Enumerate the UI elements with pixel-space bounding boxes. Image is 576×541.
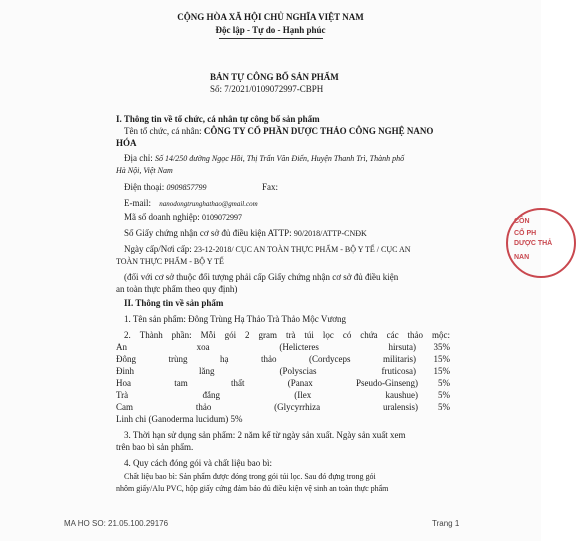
ingredient-percent: 35% bbox=[433, 342, 450, 352]
cert-value: 90/2018/ATTP-CNĐK bbox=[293, 229, 367, 238]
section-2-heading: II. Thông tin về sản phẩm bbox=[124, 298, 224, 308]
ingredient-percent: 15% bbox=[433, 354, 450, 364]
org-label: Tên tổ chức, cá nhân: bbox=[124, 126, 202, 136]
ingredient-percent: 15% bbox=[433, 366, 450, 376]
issue-value: 23-12-2018/ CỤC AN TOÀN THỰC PHẨM - BỘ Y TẾ / CỤC AN bbox=[193, 245, 411, 254]
document-title: BẢN TỰ CÔNG BỐ SẢN PHẨM bbox=[210, 72, 339, 82]
tax-line bbox=[124, 212, 242, 222]
issue-line bbox=[124, 244, 411, 254]
product-name: 1. Tên sản phẩm: Đông Trùng Hạ Thảo Trà Thảo Mộc Vương bbox=[124, 314, 346, 324]
tax-label: Mã số doanh nghiệp: bbox=[124, 212, 200, 222]
packaging-heading: 4. Quy cách đóng gói và chất liệu bao bì: bbox=[124, 458, 272, 468]
address-value: Số 14/250 đường Ngọc Hồi, Thị Trấn Văn Điển, Huyện Thanh Trì, Thành phố bbox=[155, 154, 405, 163]
org-name: CÔNG TY CỔ PHẦN DƯỢC THẢO CÔNG NGHỆ NANO bbox=[203, 126, 434, 136]
ingredient-percent: 5% bbox=[438, 378, 450, 388]
email-label: E-mail: bbox=[124, 198, 151, 208]
section-1-heading: I. Thông tin về tổ chức, cá nhân tự công bố sản phẩm bbox=[116, 114, 320, 124]
ingredient-row: Đông trùng hạ thảo (Cordyceps militaris) 15% bbox=[116, 354, 450, 364]
motto-underline bbox=[219, 38, 323, 39]
address-line bbox=[124, 153, 404, 163]
org-line bbox=[124, 126, 433, 136]
composition-heading: 2. Thành phần: Mỗi gói 2 gram trà túi lọc có chứa các thảo mộc: bbox=[124, 330, 450, 340]
address-cont: Hà Nội, Việt Nam bbox=[116, 166, 173, 175]
ingredient-row: An xoa (Helicteres hirsuta) 35% bbox=[116, 342, 450, 352]
note-line-2: an toàn thực phẩm theo quy định) bbox=[116, 284, 238, 294]
file-number: MA HO SO: 21.05.100.29176 bbox=[64, 519, 169, 528]
address-label: Địa chỉ: bbox=[124, 153, 153, 163]
packaging-line-2: nhôm giấy/Alu PVC, hộp giấy cứng đảm bảo đủ điều kiện vệ sinh an toàn thực phẩm bbox=[116, 484, 389, 493]
phone-value: 0909857799 bbox=[166, 183, 207, 192]
company-seal: CÔN CỔ PH DƯỢC THẢ NAN bbox=[506, 208, 576, 278]
ingredient-row: Hoa tam thất (Panax Pseudo-Ginseng) 5% bbox=[116, 378, 450, 388]
shelf-life-line-1: 3. Thời hạn sử dụng sản phẩm: 2 năm kể từ ngày sản xuất. Ngày sản xuất xem bbox=[124, 430, 406, 440]
nation-header: CỘNG HÒA XÃ HỘI CHỦ NGHĨA VIỆT NAM bbox=[177, 12, 364, 22]
note-line-1: (đối với cơ sở thuộc đối tượng phải cấp Giấy chứng nhận cơ sở đủ điều kiện bbox=[124, 272, 399, 282]
shelf-life-line-2: trên bao bì sản phẩm. bbox=[116, 442, 194, 452]
email-value: nanodongtrunghathao@gmail.com bbox=[159, 200, 258, 208]
ingredient-percent: 5% bbox=[438, 402, 450, 412]
ingredient-percent: 5% bbox=[438, 390, 450, 400]
page-number: Trang 1 bbox=[432, 519, 460, 528]
document-number: Số: 7/2021/0109072997-CBPH bbox=[210, 84, 324, 94]
motto: Độc lập - Tự do - Hạnh phúc bbox=[215, 25, 326, 35]
ingredient-row: Cam thảo (Glycyrrhiza uralensis) 5% bbox=[116, 402, 450, 412]
ingredient-row: Trà đắng (Ilex kaushue) 5% bbox=[116, 390, 450, 400]
phone-label: Điện thoại: bbox=[124, 182, 165, 192]
ingredient-row-last: Linh chi (Ganoderma lucidum) 5% bbox=[116, 414, 243, 424]
org-name-cont: HÓA bbox=[116, 138, 137, 148]
cert-line bbox=[124, 228, 367, 238]
issue-cont: TOÀN THỰC PHẨM - BỘ Y TẾ bbox=[116, 257, 224, 266]
email-line bbox=[124, 198, 258, 208]
fax-label: Fax: bbox=[262, 182, 279, 192]
issue-label: Ngày cấp/Nơi cấp: bbox=[124, 244, 192, 254]
packaging-line-1: Chất liệu bao bì: Sản phẩm được đóng trong gói túi lọc. Sau đó đựng trong gói bbox=[124, 472, 376, 481]
cert-label: Số Giấy chứng nhận cơ sở đủ điều kiện ATTP: bbox=[124, 228, 292, 238]
tax-value: 0109072997 bbox=[202, 213, 242, 222]
phone-line bbox=[124, 182, 207, 192]
ingredient-row: Đinh lăng (Polyscias fruticosa) 15% bbox=[116, 366, 450, 376]
